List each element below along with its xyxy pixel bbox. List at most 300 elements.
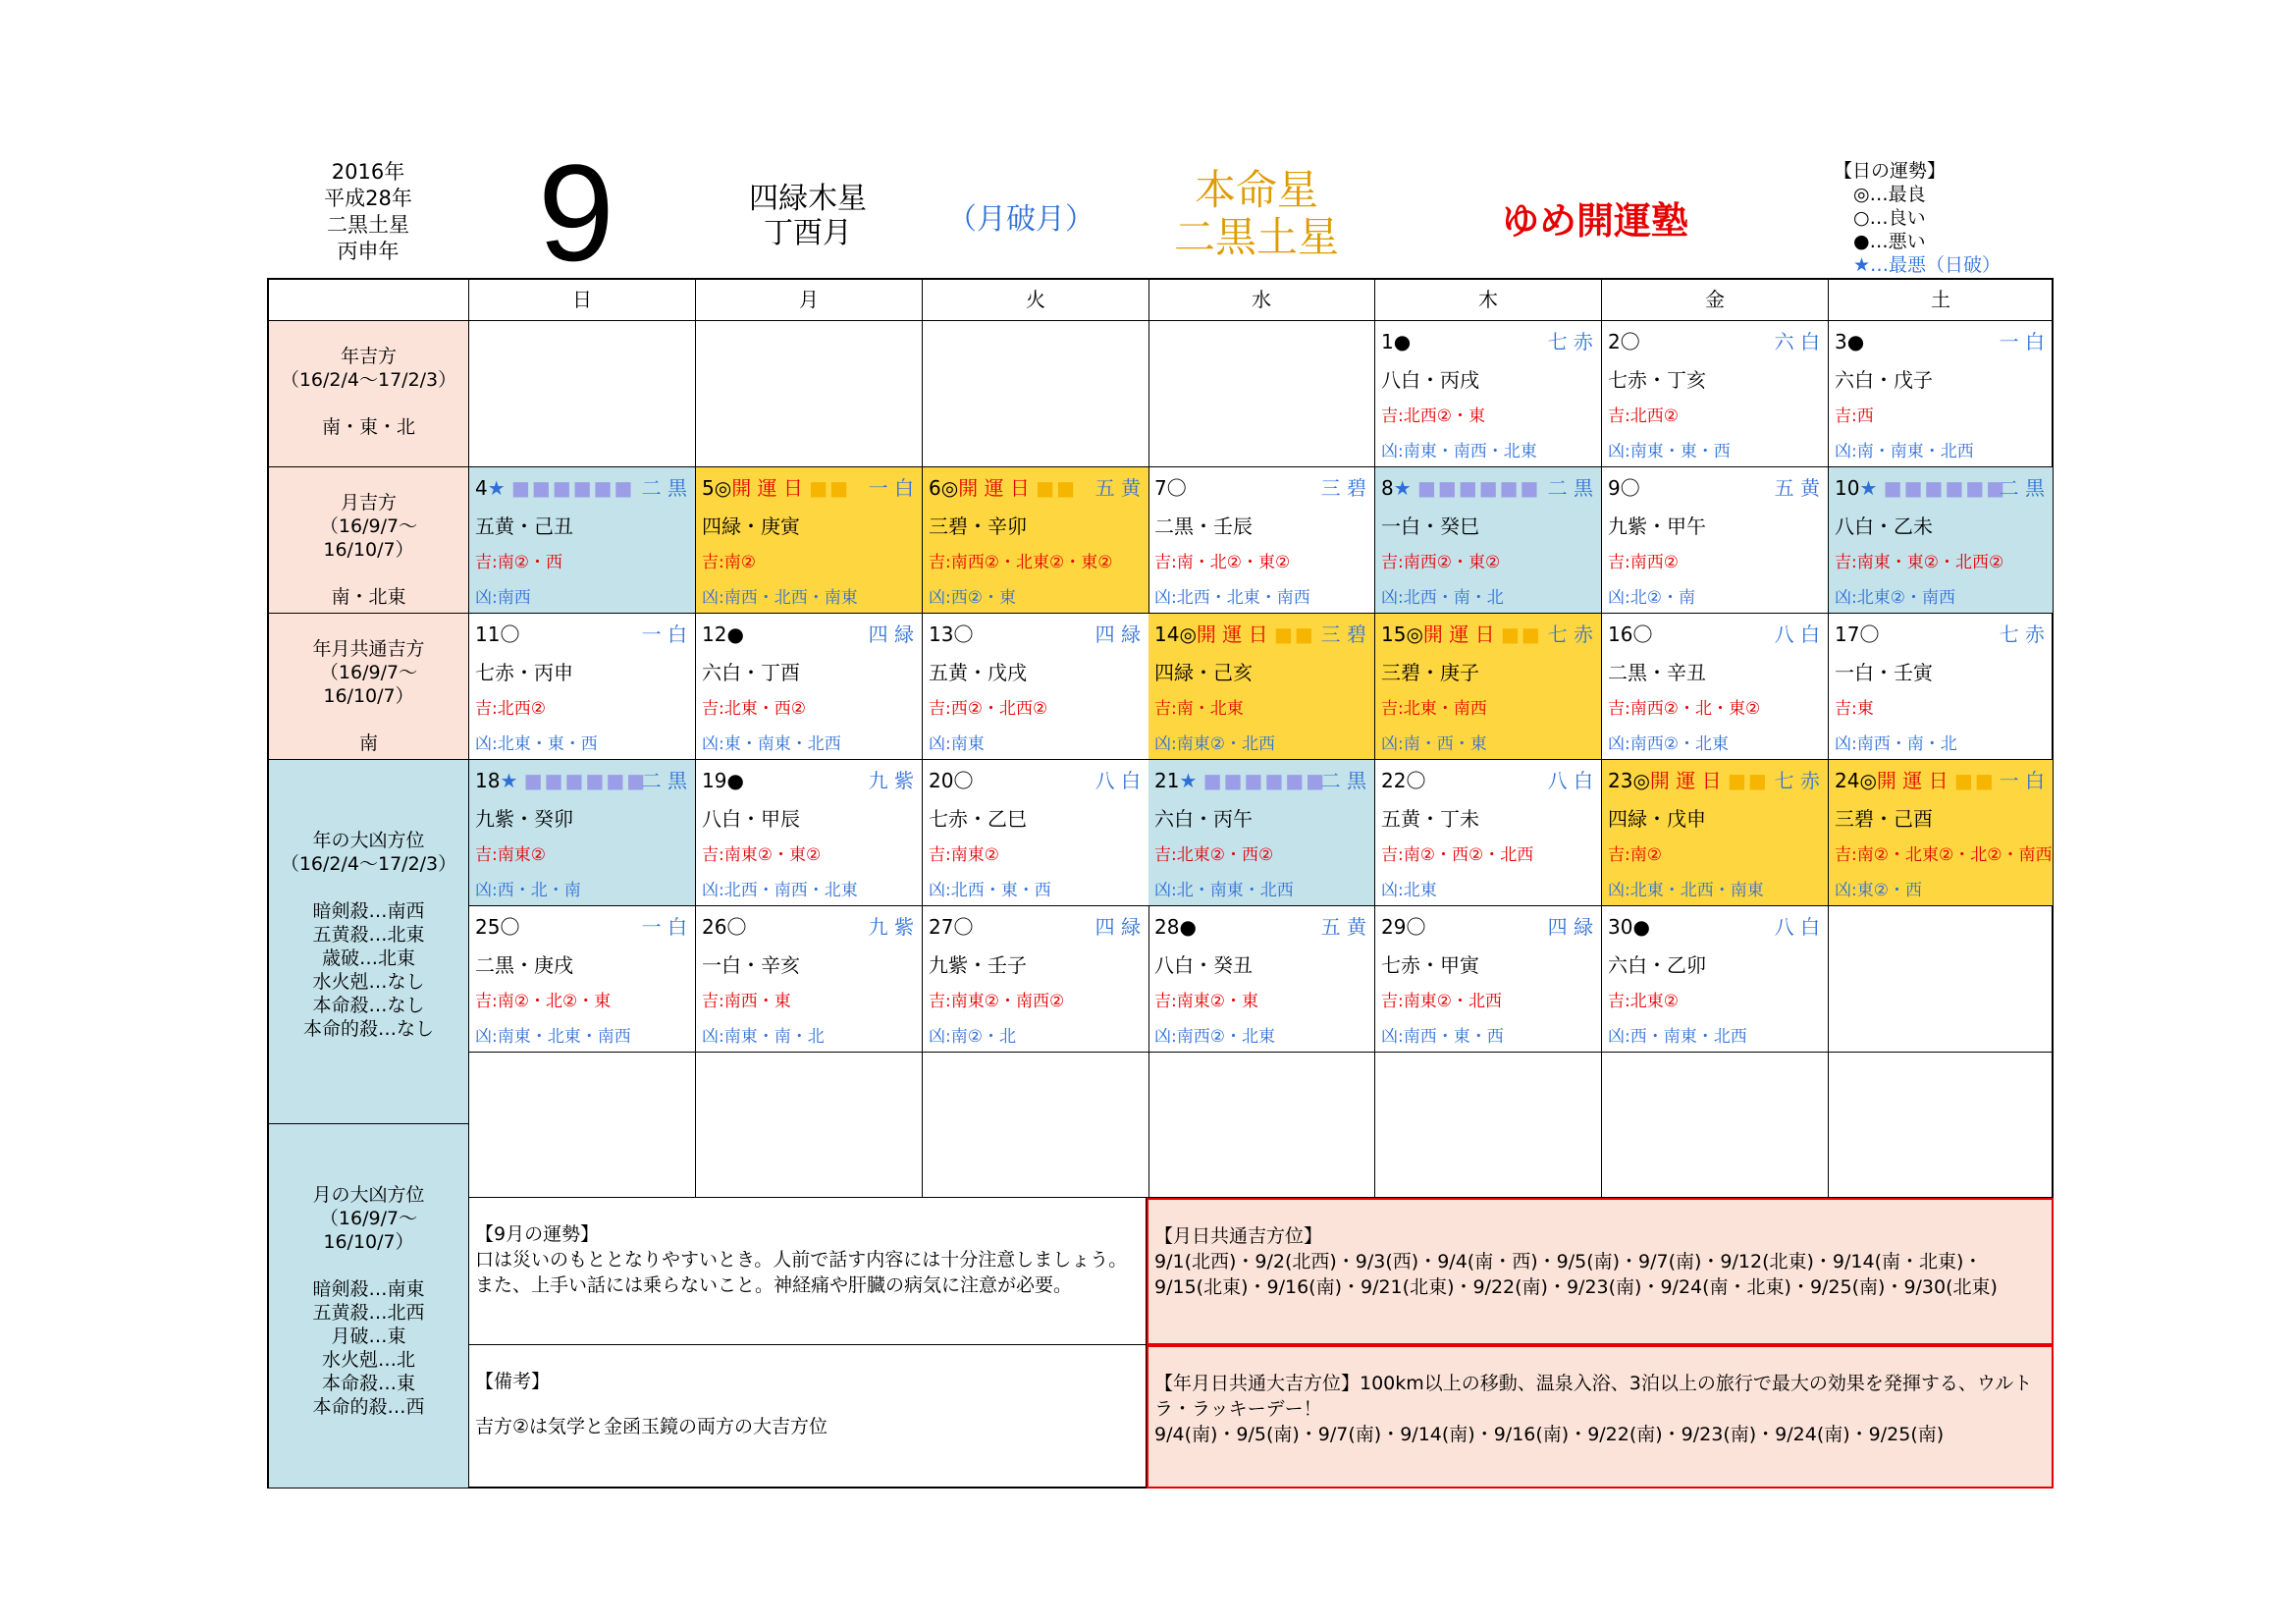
day-kanshi: 二黒・壬辰	[1154, 514, 1253, 538]
year-star-line: 二黒土星	[327, 213, 409, 237]
day-lucky-dir: 吉:北西②	[1608, 406, 1679, 426]
day-lucky-dir: 吉:西	[1835, 406, 1874, 426]
day-lucky-dir: 吉:南東・東②・北西②	[1835, 553, 2004, 572]
day-cell	[1148, 760, 1375, 906]
day-cell	[1375, 321, 1602, 467]
day-header	[1381, 329, 1593, 354]
day-kanshi: 七赤・甲寅	[1381, 953, 1479, 977]
day-unlucky-dir: 凶:南東・南・北	[702, 1027, 825, 1047]
day-header	[1608, 329, 1820, 354]
day-unlucky-dir: 凶:南西	[475, 588, 531, 608]
day-kanshi: 一白・癸巳	[1381, 514, 1479, 538]
day-number: 15	[1381, 623, 1407, 646]
day-lucky-dir: 吉:北東・西②	[702, 699, 806, 719]
day-header	[1835, 475, 2045, 501]
weekday-header: 日	[469, 280, 696, 321]
side-nen-daikyo: 年の大凶方位 （16/2/4～17/2/3） 暗剣殺…南西 五黄殺…北東 歳破…北東 水火剋…なし 本命殺…なし 本命的殺…なし	[269, 760, 469, 1124]
day-cell	[1602, 321, 1829, 467]
kaiun-label: 開 運 日	[958, 476, 1030, 500]
day-star: 四 緑	[1095, 915, 1141, 939]
fortune-mark: 〇	[1406, 769, 1426, 792]
fortune-legend	[1834, 159, 2001, 277]
day-star: 七 赤	[1999, 623, 2045, 646]
day-unlucky-dir: 凶:南東・南西・北東	[1381, 442, 1537, 461]
day-number: 29	[1381, 915, 1407, 939]
fortune-mark: 〇	[500, 623, 520, 646]
fortune-mark: ●	[1179, 915, 1197, 939]
day-number: 1	[1381, 330, 1394, 353]
day-number: 9	[1608, 476, 1621, 500]
day-unlucky-dir: 凶:南西・東・西	[1381, 1027, 1504, 1047]
kaiun-label: 開 運 日	[1649, 769, 1722, 792]
day-cell	[923, 614, 1149, 760]
legend-worst: ★…最悪（日破）	[1853, 254, 2002, 276]
fortune-mark: ★	[487, 476, 506, 500]
day-kanshi: 九紫・癸卯	[475, 807, 573, 831]
day-kanshi: 三碧・辛卯	[929, 514, 1027, 538]
kaiun-label: 開 運 日	[1876, 769, 1949, 792]
day-number: 13	[929, 623, 954, 646]
fortune-mark: 〇	[1632, 623, 1653, 646]
fortune-mark: 〇	[953, 769, 974, 792]
day-unlucky-dir: 凶:西②・東	[929, 588, 1016, 608]
day-header	[475, 914, 687, 940]
day-kanshi: 六白・丁酉	[702, 661, 800, 684]
day-lucky-dir: 吉:南西②・北・東②	[1608, 699, 1761, 719]
day-star: 八 白	[1774, 915, 1820, 939]
fortune-mark: ★	[500, 769, 518, 792]
day-unlucky-dir: 凶:北西・東・西	[929, 881, 1051, 900]
day-header	[702, 914, 914, 940]
day-number: 8	[1381, 476, 1394, 500]
day-star: 一 白	[641, 623, 687, 646]
empty-day-cell	[469, 321, 696, 467]
day-star: 七 赤	[1547, 330, 1593, 353]
day-cell	[469, 906, 696, 1053]
remarks-title: 【備考】	[475, 1371, 551, 1392]
month-number: 9	[538, 135, 614, 290]
fortune-mark: ★	[1179, 769, 1198, 792]
side-getsu-daikyo: 月の大凶方位 （16/9/7～ 16/10/7） 暗剣殺…南東 五黄殺…北西 月破…東 水火剋…北 本命殺…東 本命的殺…西	[269, 1124, 469, 1489]
day-number: 23	[1608, 769, 1633, 792]
day-star: 三 碧	[1320, 476, 1366, 500]
day-unlucky-dir: 凶:北西・北東・南西	[1154, 588, 1310, 608]
day-unlucky-dir: 凶:東・南東・北西	[702, 734, 841, 754]
day-lucky-dir: 吉:南②	[702, 553, 756, 572]
month-fortune-title: 【9月の運勢】	[475, 1223, 600, 1245]
day-number: 26	[702, 915, 727, 939]
day-star: 五 黄	[1774, 476, 1820, 500]
day-cell	[1148, 467, 1375, 614]
day-cell	[1829, 760, 2054, 906]
day-number: 16	[1608, 623, 1633, 646]
day-lucky-dir: 吉:南東②・東②	[702, 845, 822, 865]
fortune-mark: ★	[1393, 476, 1412, 500]
day-star: 二 黒	[1320, 769, 1366, 792]
bad-day-bar: ■■■■■■	[1417, 476, 1541, 500]
day-star: 二 黒	[1999, 476, 2045, 500]
day-header	[929, 475, 1141, 501]
day-unlucky-dir: 凶:南西・北西・南東	[702, 588, 858, 608]
fortune-mark: ◎	[1632, 769, 1650, 792]
fortune-mark: ◎	[1406, 623, 1423, 646]
empty-day-cell	[1148, 1053, 1375, 1198]
day-header	[1154, 768, 1366, 793]
day-cell	[696, 467, 923, 614]
day-kanshi: 二黒・庚戌	[475, 953, 573, 977]
day-kanshi: 六白・乙卯	[1608, 953, 1706, 977]
day-cell	[1602, 760, 1829, 906]
kaiun-label: 開 運 日	[731, 476, 803, 500]
kaiun-bar: ■■	[1273, 623, 1315, 646]
side-getsu-kippo: 月吉方 （16/9/7～ 16/10/7） 南・北東	[269, 467, 469, 614]
day-lucky-dir: 吉:北東②・西②	[1154, 845, 1274, 865]
bad-day-bar: ■■■■■■	[511, 476, 635, 500]
corner-cell	[269, 280, 469, 321]
day-kanshi: 八白・癸丑	[1154, 953, 1253, 977]
day-lucky-dir: 吉:北東②	[1608, 992, 1679, 1011]
day-number: 20	[929, 769, 954, 792]
kaiun-bar: ■■	[1953, 769, 1996, 792]
kaiun-label: 開 運 日	[1422, 623, 1495, 646]
day-lucky-dir: 吉:北西②・東	[1381, 406, 1485, 426]
day-header	[929, 622, 1141, 647]
fortune-mark: ●	[1846, 330, 1865, 353]
day-star: 一 白	[641, 915, 687, 939]
day-star: 一 白	[868, 476, 914, 500]
honmei-title: 本命星	[1194, 166, 1318, 214]
fortune-mark: 〇	[500, 915, 520, 939]
day-kanshi: 六白・丙午	[1154, 807, 1253, 831]
fortune-mark: 〇	[953, 623, 974, 646]
day-number: 28	[1154, 915, 1180, 939]
day-kanshi: 二黒・辛丑	[1608, 661, 1706, 684]
fortune-mark: 〇	[1166, 476, 1187, 500]
day-cell	[469, 467, 696, 614]
kaiun-bar: ■■	[1500, 623, 1542, 646]
month-fortune-box	[469, 1198, 1147, 1345]
day-header	[1154, 475, 1366, 501]
day-number: 22	[1381, 769, 1407, 792]
day-unlucky-dir: 凶:北東・北西・南東	[1608, 881, 1764, 900]
day-kanshi: 四緑・戊申	[1608, 807, 1706, 831]
common-lucky-title: 【月日共通吉方位】	[1154, 1225, 1323, 1247]
day-header	[475, 475, 687, 501]
day-cell	[696, 760, 923, 906]
kaiun-bar: ■■	[1036, 476, 1078, 500]
fortune-mark: 〇	[1859, 623, 1880, 646]
empty-day-cell	[1829, 1053, 2054, 1198]
day-lucky-dir: 吉:北東・南西	[1381, 699, 1487, 719]
empty-day-cell	[923, 321, 1149, 467]
day-kanshi: 四緑・庚寅	[702, 514, 800, 538]
fortune-mark: ◎	[940, 476, 959, 500]
day-lucky-dir: 吉:南②・北東②・北②・南西	[1835, 845, 2053, 865]
great-lucky-box	[1147, 1345, 2054, 1489]
weekday-header: 月	[696, 280, 923, 321]
day-number: 21	[1154, 769, 1180, 792]
day-kanshi: 九紫・甲午	[1608, 514, 1706, 538]
weekday-header: 金	[1602, 280, 1829, 321]
day-star: 二 黒	[641, 769, 687, 792]
day-star: 四 緑	[1547, 915, 1593, 939]
day-lucky-dir: 吉:南西②	[1608, 553, 1679, 572]
day-number: 12	[702, 623, 727, 646]
empty-day-cell	[469, 1053, 696, 1198]
month-star-name: 四緑木星	[749, 182, 867, 216]
day-header	[475, 622, 687, 647]
common-lucky-box	[1147, 1198, 2054, 1345]
day-star: 四 緑	[1095, 623, 1141, 646]
day-star: 五 黄	[1320, 915, 1366, 939]
day-unlucky-dir: 凶:南西②・北東	[1608, 734, 1729, 754]
day-header	[1154, 914, 1366, 940]
kaiun-bar: ■■	[809, 476, 851, 500]
day-lucky-dir: 吉:南東②	[929, 845, 999, 865]
empty-day-cell	[696, 1053, 923, 1198]
day-lucky-dir: 吉:南西②・東②	[1381, 553, 1501, 572]
day-cell	[1148, 614, 1375, 760]
empty-day-cell	[1148, 321, 1375, 467]
bad-day-bar: ■■■■■■	[1202, 769, 1327, 792]
day-lucky-dir: 吉:南西②・北東②・東②	[929, 553, 1113, 572]
honmei-name: 二黒土星	[1173, 213, 1339, 261]
day-lucky-dir: 吉:西②・北西②	[929, 699, 1048, 719]
month-eto: 丁酉月	[764, 216, 852, 250]
day-star: 一 白	[1999, 330, 2045, 353]
day-number: 25	[475, 915, 501, 939]
day-unlucky-dir: 凶:北東	[1381, 881, 1437, 900]
day-cell	[1602, 906, 1829, 1053]
empty-day-cell	[1829, 906, 2054, 1053]
day-kanshi: 三碧・己酉	[1835, 807, 1933, 831]
fortune-mark: 〇	[1406, 915, 1426, 939]
day-lucky-dir: 吉:南②・北②・東	[475, 992, 612, 1011]
day-kanshi: 八白・乙未	[1835, 514, 1933, 538]
great-lucky-title: 【年月日共通大吉方位】100km以上の移動、温泉入浴、3泊以上の旅行で最大の効果を発揮する、ウルトラ・ラッキーデー！	[1154, 1373, 2033, 1420]
calendar-grid	[267, 278, 2054, 1489]
day-kanshi: 六白・戊子	[1835, 368, 1933, 392]
day-unlucky-dir: 凶:南西②・北東	[1154, 1027, 1275, 1047]
day-lucky-dir: 吉:東	[1835, 699, 1874, 719]
fortune-mark: ★	[1859, 476, 1878, 500]
day-lucky-dir: 吉:南東②	[475, 845, 546, 865]
month-fortune-text: 口は災いのもととなりやすいとき。人前で話す内容には十分注意しましょう。また、上手い話には乗らないこと。神経痛や肝臓の病気に注意が必要。	[475, 1249, 1128, 1296]
weekday-header: 木	[1375, 280, 1602, 321]
day-cell	[1602, 614, 1829, 760]
day-number: 3	[1835, 330, 1847, 353]
remarks-box	[469, 1345, 1147, 1489]
day-unlucky-dir: 凶:南西・南・北	[1835, 734, 1957, 754]
bad-day-bar: ■■■■■■	[1883, 476, 2007, 500]
fortune-mark: ●	[1393, 330, 1412, 353]
day-unlucky-dir: 凶:南東・北東・南西	[475, 1027, 631, 1047]
day-number: 11	[475, 623, 501, 646]
day-number: 5	[702, 476, 715, 500]
day-cell	[469, 614, 696, 760]
school-name: ゆめ開運塾	[1502, 199, 1689, 243]
day-star: 九 紫	[868, 769, 914, 792]
fortune-mark: ●	[726, 623, 744, 646]
day-cell	[1148, 906, 1375, 1053]
day-lucky-dir: 吉:南②	[1608, 845, 1662, 865]
month-star	[734, 182, 881, 250]
day-lucky-dir: 吉:北西②	[475, 699, 546, 719]
day-header	[1381, 914, 1593, 940]
day-kanshi: 七赤・丁亥	[1608, 368, 1706, 392]
day-star: 八 白	[1774, 623, 1820, 646]
day-header	[1608, 622, 1820, 647]
day-header	[1381, 475, 1593, 501]
day-kanshi: 一白・壬寅	[1835, 661, 1933, 684]
day-header	[1608, 768, 1820, 793]
side-nengetsu-kippo: 年月共通吉方 （16/9/7～ 16/10/7） 南	[269, 614, 469, 760]
day-header	[929, 768, 1141, 793]
day-cell	[696, 906, 923, 1053]
day-star: 二 黒	[641, 476, 687, 500]
day-unlucky-dir: 凶:南・西・東	[1381, 734, 1487, 754]
day-header	[1835, 622, 2045, 647]
day-kanshi: 一白・辛亥	[702, 953, 800, 977]
year-info	[294, 159, 442, 265]
empty-day-cell	[696, 321, 923, 467]
fortune-mark: ◎	[1179, 623, 1197, 646]
day-cell	[469, 760, 696, 906]
day-unlucky-dir: 凶:北東・東・西	[475, 734, 598, 754]
legend-title: 【日の運勢】	[1834, 160, 1947, 182]
day-number: 14	[1154, 623, 1180, 646]
day-cell	[1375, 906, 1602, 1053]
day-cell	[1602, 467, 1829, 614]
weekday-header: 火	[923, 280, 1149, 321]
day-unlucky-dir: 凶:南東・東・西	[1608, 442, 1731, 461]
day-cell	[1375, 467, 1602, 614]
day-lucky-dir: 吉:南東②・北西	[1381, 992, 1502, 1011]
day-header	[475, 768, 687, 793]
day-star: 一 白	[1999, 769, 2045, 792]
day-header	[1608, 475, 1820, 501]
day-cell	[923, 467, 1149, 614]
day-header	[1381, 622, 1593, 647]
getsuha-label: （月破月）	[947, 202, 1095, 237]
day-number: 10	[1835, 476, 1860, 500]
day-cell	[1829, 614, 2054, 760]
day-header	[702, 622, 914, 647]
day-number: 6	[929, 476, 941, 500]
common-lucky-text: 9/1(北西)・9/2(北西)・9/3(西)・9/4(南・西)・9/5(南)・9/7(南)・9/12(北東)・9/14(南・北東)・9/15(北東)・9/16(南)・9/21(北東)・9/22(南)・9/23(南)・9/24(南・北東)・9/25(南)・9/30(北東)	[1154, 1251, 1998, 1298]
day-number: 7	[1154, 476, 1167, 500]
fortune-mark: ●	[1632, 915, 1650, 939]
year-line: 2016年	[331, 160, 405, 184]
day-star: 二 黒	[1547, 476, 1593, 500]
legend-good: ○…良い	[1853, 207, 1926, 229]
day-unlucky-dir: 凶:南②・北	[929, 1027, 1016, 1047]
day-header	[702, 475, 914, 501]
day-kanshi: 八白・甲辰	[702, 807, 800, 831]
kaiun-label: 開 運 日	[1196, 623, 1268, 646]
day-cell	[1375, 760, 1602, 906]
fortune-mark: ●	[726, 769, 744, 792]
day-star: 五 黄	[1095, 476, 1141, 500]
day-lucky-dir: 吉:南・北②・東②	[1154, 553, 1291, 572]
day-star: 六 白	[1774, 330, 1820, 353]
great-lucky-text: 9/4(南)・9/5(南)・9/7(南)・9/14(南)・9/16(南)・9/22(南)・9/23(南)・9/24(南)・9/25(南)	[1154, 1424, 1945, 1445]
day-kanshi: 七赤・乙巳	[929, 807, 1027, 831]
day-kanshi: 七赤・丙申	[475, 661, 573, 684]
day-number: 18	[475, 769, 501, 792]
empty-day-cell	[1602, 1053, 1829, 1198]
day-star: 四 緑	[868, 623, 914, 646]
day-unlucky-dir: 凶:北東②・南西	[1835, 588, 1955, 608]
day-header	[1154, 622, 1366, 647]
day-unlucky-dir: 凶:西・南東・北西	[1608, 1027, 1747, 1047]
day-unlucky-dir: 凶:北・南東・北西	[1154, 881, 1294, 900]
weekday-header: 水	[1148, 280, 1375, 321]
day-star: 七 赤	[1774, 769, 1820, 792]
honmei-star	[1158, 167, 1355, 261]
fortune-mark: 〇	[1620, 330, 1640, 353]
day-cell	[923, 906, 1149, 1053]
day-header	[1835, 329, 2045, 354]
day-kanshi: 九紫・壬子	[929, 953, 1027, 977]
day-kanshi: 三碧・庚子	[1381, 661, 1479, 684]
day-unlucky-dir: 凶:北西・南・北	[1381, 588, 1504, 608]
day-cell	[1829, 467, 2054, 614]
day-star: 七 赤	[1547, 623, 1593, 646]
day-kanshi: 四緑・己亥	[1154, 661, 1253, 684]
day-lucky-dir: 吉:南・北東	[1154, 699, 1244, 719]
day-star: 八 白	[1547, 769, 1593, 792]
fortune-mark: ◎	[714, 476, 732, 500]
kaiun-bar: ■■	[1727, 769, 1769, 792]
day-number: 24	[1835, 769, 1860, 792]
fortune-mark: 〇	[1620, 476, 1640, 500]
legend-best: ◎…最良	[1853, 184, 1926, 205]
day-number: 4	[475, 476, 488, 500]
fortune-mark: 〇	[953, 915, 974, 939]
day-cell	[1375, 614, 1602, 760]
day-star: 九 紫	[868, 915, 914, 939]
day-unlucky-dir: 凶:南東	[929, 734, 985, 754]
day-header	[1835, 768, 2045, 793]
day-number: 30	[1608, 915, 1633, 939]
day-lucky-dir: 吉:南東②・東	[1154, 992, 1258, 1011]
day-cell	[923, 760, 1149, 906]
day-number: 27	[929, 915, 954, 939]
side-nen-kippo: 年吉方 （16/2/4～17/2/3） 南・東・北	[269, 321, 469, 467]
day-kanshi: 五黄・丁未	[1381, 807, 1479, 831]
day-header	[1608, 914, 1820, 940]
day-number: 17	[1835, 623, 1860, 646]
day-header	[702, 768, 914, 793]
empty-day-cell	[1375, 1053, 1602, 1198]
day-header	[1381, 768, 1593, 793]
fortune-mark: 〇	[726, 915, 747, 939]
day-lucky-dir: 吉:南②・西②・北西	[1381, 845, 1534, 865]
day-kanshi: 八白・丙戌	[1381, 368, 1479, 392]
day-unlucky-dir: 凶:北西・南西・北東	[702, 881, 858, 900]
day-kanshi: 五黄・戊戌	[929, 661, 1027, 684]
day-star: 八 白	[1095, 769, 1141, 792]
day-number: 19	[702, 769, 727, 792]
day-lucky-dir: 吉:南②・西	[475, 553, 562, 572]
day-unlucky-dir: 凶:西・北・南	[475, 881, 581, 900]
remarks-text: 吉方②は気学と金函玉鏡の両方の大吉方位	[475, 1416, 828, 1437]
heisei-line: 平成28年	[324, 187, 412, 210]
day-cell	[1829, 321, 2054, 467]
legend-bad: ●…悪い	[1853, 231, 1926, 252]
day-lucky-dir: 吉:南西・東	[702, 992, 791, 1011]
